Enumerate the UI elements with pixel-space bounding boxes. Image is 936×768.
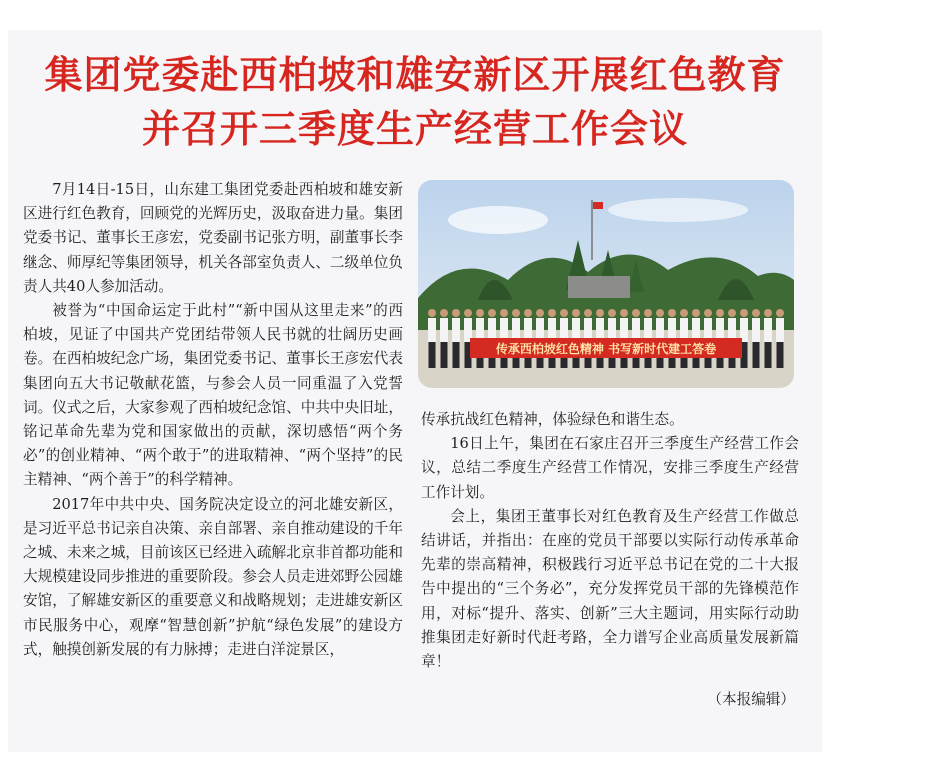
person-head bbox=[752, 309, 760, 317]
person-head bbox=[560, 309, 568, 317]
article-signature: （本报编辑） bbox=[707, 691, 795, 709]
person-head bbox=[524, 309, 532, 317]
person-head bbox=[500, 309, 508, 317]
person-head bbox=[692, 309, 700, 317]
person-head bbox=[464, 309, 472, 317]
article-continuation: 传承抗战红色精神，体验绿色和谐生态。 bbox=[421, 411, 684, 428]
headline-line-2: 并召开三季度生产经营工作会议 bbox=[141, 106, 688, 151]
person-head bbox=[716, 309, 724, 317]
person-legs bbox=[765, 342, 772, 368]
group-photo bbox=[418, 180, 794, 388]
person-head bbox=[452, 309, 460, 317]
article-right-column bbox=[421, 408, 799, 712]
person-head bbox=[548, 309, 556, 317]
person-head bbox=[428, 309, 436, 317]
person-head bbox=[596, 309, 604, 317]
person-figure bbox=[440, 318, 448, 342]
article-paragraph-4: 16日上午，集团在石家庄召开三季度生产经营工作会议，总结二季度生产经营工作情况，安排三季度生产经营工作计划。 bbox=[421, 435, 799, 501]
person-legs bbox=[429, 342, 436, 368]
person-head bbox=[740, 309, 748, 317]
person-head bbox=[704, 309, 712, 317]
person-head bbox=[536, 309, 544, 317]
person-head bbox=[680, 309, 688, 317]
person-head bbox=[572, 309, 580, 317]
article-left-column bbox=[23, 178, 403, 662]
person-head bbox=[476, 309, 484, 317]
person-head bbox=[728, 309, 736, 317]
person-head bbox=[764, 309, 772, 317]
person-legs bbox=[753, 342, 760, 368]
person-head bbox=[644, 309, 652, 317]
group-photo-illustration bbox=[418, 180, 794, 388]
newspaper-page bbox=[8, 30, 822, 752]
person-head bbox=[668, 309, 676, 317]
person-figure bbox=[764, 318, 772, 342]
person-head bbox=[440, 309, 448, 317]
article-paragraph-3: 2017年中共中央、国务院决定设立的河北雄安新区，是习近平总书记亲自决策、亲自部署、亲自推动建设的千年之城、未来之城，目前该区已经进入疏解北京非首都功能和大规模建设同步推进的重要阶段。参会人员走进郊野公园雄安馆，了解雄安新区的重要意义和战略规划；走进雄安新区市民服务中心，观摩“智慧创新”护航“绿色发展”的建设方式，触摸创新发展的有力脉搏；走进白洋淀景区， bbox=[23, 495, 403, 658]
person-head bbox=[620, 309, 628, 317]
article-paragraph-2: 被誉为“中国命运定于此村”“新中国从这里走来”的西柏坡，见证了中国共产党团结带领人民书就的壮阔历史画卷。在西柏坡纪念广场，集团党委书记、董事长王彦宏代表集团向五大书记敬献花篮，与参会人员一同重温了入党誓词。仪式之后，大家参观了西柏坡纪念馆、中共中央旧址，铭记革命先辈为党和国家做出的贡献，深切感悟“两个务必”的创业精神、“两个敢于”的进取精神、“两个坚持”的民主精神、“两个善于”的科学精神。 bbox=[23, 302, 403, 489]
headline-line-1: 集团党委赴西柏坡和雄安新区开展红色教育 bbox=[44, 52, 786, 97]
person-legs bbox=[453, 342, 460, 368]
person-legs bbox=[777, 342, 784, 368]
person-head bbox=[656, 309, 664, 317]
person-figure bbox=[428, 318, 436, 342]
person-head bbox=[632, 309, 640, 317]
person-head bbox=[608, 309, 616, 317]
person-head bbox=[512, 309, 520, 317]
photo-banner-text: 传承西柏坡红色精神 书写新时代建工答卷 bbox=[495, 342, 717, 356]
person-head bbox=[776, 309, 784, 317]
person-legs bbox=[441, 342, 448, 368]
person-head bbox=[584, 309, 592, 317]
person-figure bbox=[752, 318, 760, 342]
person-head bbox=[488, 309, 496, 317]
person-figure bbox=[452, 318, 460, 342]
article-paragraph-1: 7月14日-15日，山东建工集团党委赴西柏坡和雄安新区进行红色教育，回顾党的光辉历史，汲取奋进力量。集团党委书记、董事长王彦宏，党委副书记张方明，副董事长李继念、师厚纪等集团领导，机关各部室负责人、二级单位负责人共40人参加活动。 bbox=[23, 181, 403, 295]
article-paragraph-5: 会上，集团王董事长对红色教育及生产经营工作做总结讲话，并指出：在座的党员干部要以实际行动传承革命先辈的崇高精神，积极践行习近平总书记在党的二十大报告中提出的“三个务必”，充分发挥党员干部的先锋模范作用，对标“提升、落实、创新”三大主题词，用实际行动助推集团走好新时代赶考路，全力谱写企业高质量发展新篇章！ bbox=[421, 507, 799, 671]
person-figure bbox=[776, 318, 784, 342]
